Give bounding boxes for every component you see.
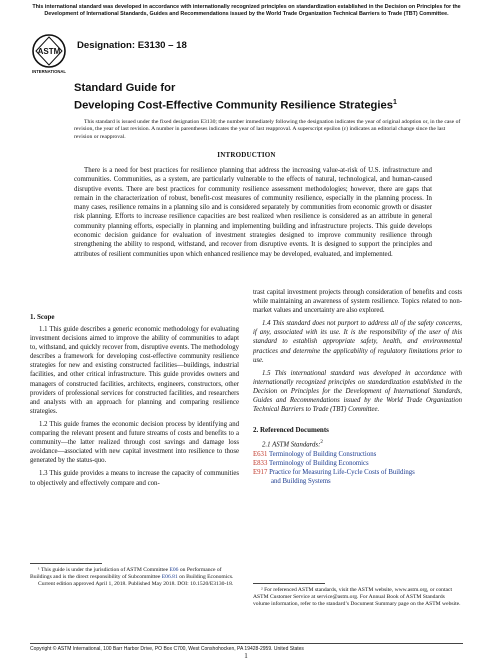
title-main: Developing Cost-Effective Community Resilience Strategies [74, 99, 393, 112]
designation: Designation: E3130 – 18 [77, 40, 187, 51]
logo-wordmark: INTERNATIONAL [32, 69, 66, 74]
wto-notice: This international standard was developed in accordance with internationally recognized principles on standardization established in the Decision on Principles for the Development of International Standards, Guides and Recommendations issued by the World Trade Organization Technical Barriers to Trade (TBT) Committee. [32, 4, 461, 17]
para-1-5: 1.5 This international standard was developed in accordance with internationally recognized principles on standardization established in the Decision on Principles for the Development of International Standards, Guides and Recommendations issued by the World Trade Organization Technical Barriers to Trade (TBT) Committee. [253, 369, 462, 414]
refs-sub-mark: 2 [320, 440, 323, 446]
document-title [74, 82, 474, 113]
refs-heading: 2. Referenced Documents [253, 426, 329, 435]
right-column [253, 288, 462, 486]
footnote-link-e0681[interactable]: E06.81 [161, 574, 178, 580]
intro-body: There is a need for best practices for resilience planning that address the increasing value-at-risk of U.S. infrastructure and communities. Communities, as a system, are particularly vulnerable to the effects of natural, technological, and human-caused disruptive events. There are best practices for community resilience assessment methodologies; however, there are gaps that remain in the characterization of robust, benefit-cost measures of community resilience, especially in the planning process. In many cases, resilience remains in a planning silo and is considered separately by communities from economic growth or disaster risk planning. Efforts to increase resilience capacities are best realized when resilience is considered as an attribute in general community planning efforts, especially in planning and implementing building and infrastructure projects. This guide develops economic decision guidance for evaluation of investment strategies designed to improve community resilience through strengthening the ability to respond, withstand, and recover from disruptive events. It is designed to support the principles and attributes of resilient communities upon which enhanced resilience may be developed, evaluated, and implemented. [74, 167, 432, 258]
ref-title[interactable]: Practice for Measuring Life-Cycle Costs of Buildings [269, 468, 415, 476]
ref-title-continued[interactable]: and Building Systems [271, 477, 331, 485]
para-1-2: 1.2 This guide frames the economic decision process by identifying and comparing the relevant present and future streams of costs and benefits to a community—the latter realized through cost savings and damage loss avoidance—associated with new capital investment into resilience to those generated by the status-quo. [30, 420, 239, 465]
left-column [30, 313, 239, 492]
para-1-3-continued: trast capital investment projects through consideration of benefits and costs while maintaining an awareness of system resilience. Topics related to non-market values and uncertainty are also explored. [253, 289, 462, 315]
astm-logo-icon [30, 33, 68, 75]
para-1-3: 1.3 This guide provides a means to increase the capacity of communities to objectively and effectively compare and con- [30, 470, 239, 487]
footnote-1 [30, 567, 239, 581]
refs-subheading [262, 438, 462, 449]
title-line-1: Standard Guide for [74, 82, 176, 94]
scope-heading: 1. Scope [30, 313, 55, 321]
ref-e833[interactable] [253, 459, 462, 468]
ref-code[interactable]: E833 [253, 459, 268, 467]
left-footnotes [30, 563, 239, 588]
ref-code[interactable]: E917 [253, 468, 268, 476]
footer-rule [30, 643, 463, 644]
footnote-rule [253, 583, 325, 584]
ref-title[interactable]: Terminology of Building Economics [268, 459, 369, 467]
right-footnotes [253, 583, 462, 608]
copyright-footer: Copyright © ASTM International, 100 Barr Harbor Drive, PO Box C700, West Conshohocken, PA 19428-2959. United States [30, 646, 304, 652]
footnote-1-text-c: on Building Economics. [177, 574, 234, 580]
refs-sub-text: 2.1 ASTM Standards: [262, 441, 321, 449]
para-1-1: 1.1 This guide describes a generic economic methodology for evaluating investment decisions aimed to improve the ability of communities to adapt to, withstand, and quickly recover from, disruptive events. The methodology describes a framework for developing cost-effective community resilience strategies for new and existing constructed facilities—buildings, industrial facilities, and other critical infrastructure. This guide provides owners and managers of constructed facilities, architects, engineers, constructors, other providers of professional services for constructed facilities, and researchers and analysts with an approach for planning and comparing resilience strategies. [30, 326, 239, 415]
title-line-2 [74, 96, 474, 114]
title-footnote-mark: 1 [392, 98, 397, 106]
footnote-1-text-a: ¹ This guide is under the jurisdiction of ASTM Committee [38, 567, 170, 573]
issuance-note: This standard is issued under the fixed designation E3130; the number immediately following the designation indicates the year of original adoption or, in the case of revision, the year of last revision. A number in parentheses indicates the year of last reapproval. A superscript epsilon (ε) indicates an editorial change since the last revision or reapproval. [74, 119, 461, 140]
svg-text:ASTM: ASTM [37, 47, 61, 56]
page-number: 1 [244, 652, 248, 660]
footnote-2: ² For referenced ASTM standards, visit the ASTM website, www.astm.org, or contact ASTM Customer Service at service@astm.org. For Annual Book of ASTM Standards volume information, refer to the standard’s Document Summary page on the ASTM website. [253, 587, 461, 607]
footnote-1-text-b: on Performance of Buildings and is the direct responsibility of Subcommittee [30, 567, 222, 580]
footnote-rule [30, 563, 102, 564]
ref-e917[interactable] [253, 468, 462, 486]
intro-heading: INTRODUCTION [217, 151, 276, 159]
footnote-1-edition: Current edition approved April 1, 2018. Published May 2018. DOI: 10.1520/E3130-18. [38, 581, 234, 587]
ref-e631[interactable] [253, 450, 462, 459]
ref-code[interactable]: E631 [253, 450, 268, 458]
para-1-4: 1.4 This standard does not purport to address all of the safety concerns, if any, associated with its use. It is the responsibility of the user of this standard to establish appropriate safety, health, and environmental practices and determine the applicability of regulatory limitations prior to use. [253, 320, 462, 364]
ref-title[interactable]: Terminology of Building Constructions [268, 450, 377, 458]
footnote-link-e06[interactable]: E06 [169, 567, 179, 573]
